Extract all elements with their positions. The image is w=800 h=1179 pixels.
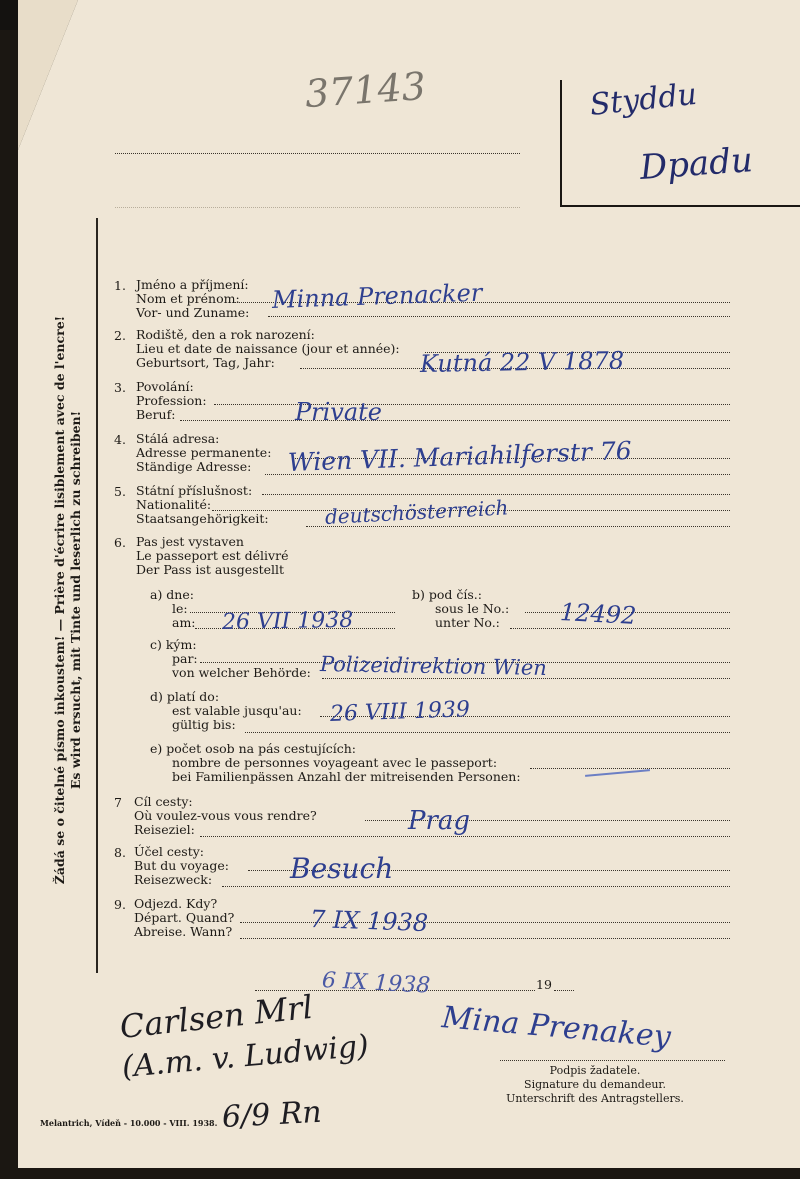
field-8-label-de: Reisezweck: — [134, 872, 213, 887]
field-8-line — [222, 886, 730, 887]
field-7-label-de: Reiseziel: — [134, 822, 195, 837]
field-6c-value: Polizeidirektion Wien — [319, 652, 547, 680]
field-3-line — [180, 420, 730, 421]
field-4-label-de: Ständige Adresse: — [136, 459, 252, 474]
box-handwriting-1: Styddu — [588, 76, 699, 123]
field-4-value: Wien VII. Mariahilferstr 76 — [287, 436, 633, 477]
field-1-number: 1. — [114, 278, 126, 293]
field-2-label-de: Geburtsort, Tag, Jahr: — [136, 355, 275, 370]
field-3-value: Private — [295, 398, 383, 426]
field-6d-label-de: gültig bis: — [172, 717, 236, 732]
signature-label-cz: Podpis žadatele. — [549, 1064, 641, 1077]
field-6e-label-de: bei Familienpässen Anzahl der mitreisenden Personen: — [172, 769, 521, 784]
field-2-number: 2. — [114, 328, 126, 343]
field-1-label-cz: Jméno a příjmení: — [136, 277, 249, 292]
field-5-label-de: Staatsangehörigkeit: — [136, 511, 269, 526]
signature-label-fr: Signature du demandeur. — [524, 1078, 666, 1091]
field-8-value: Besuch — [290, 852, 394, 885]
field-7-line — [200, 836, 730, 837]
signature-label-de: Unterschrift des Antragstellers. — [506, 1092, 684, 1105]
side-divider — [96, 218, 98, 973]
applicant-signature: Mina Prenakey — [440, 1000, 673, 1055]
field-4-label-cz: Stálá adresa: — [136, 431, 220, 446]
field-9-value: 7 IX 1938 — [309, 905, 429, 938]
field-6b-label-cz: b) pod čís.: — [412, 587, 482, 602]
field-2-value: Kutná 22 V 1878 — [419, 346, 625, 378]
field-5-label-fr: Nationalité: — [136, 497, 212, 512]
field-1-value: Minna Prenacker — [271, 278, 483, 314]
field-9-label-de: Abreise. Wann? — [134, 924, 233, 939]
field-6c-label-fr: par: — [172, 651, 198, 666]
field-6-label-fr: Le passeport est délivré — [136, 548, 289, 563]
archive-number: 37143 — [303, 63, 428, 117]
bottom-note-1: Carlsen Mrl — [118, 987, 315, 1046]
field-7-label-cz: Cíl cesty: — [134, 794, 193, 809]
field-6d-value: 26 VIII 1939 — [329, 697, 471, 727]
field-3-label-fr: Profession: — [136, 393, 207, 408]
field-3-label-cz: Povolání: — [136, 379, 194, 394]
field-5-line — [262, 494, 730, 495]
field-9-number: 9. — [114, 897, 126, 912]
bottom-note-3: 6/9 Rn — [221, 1094, 323, 1135]
field-1-line — [268, 316, 730, 317]
field-6c-label-cz: c) kým: — [150, 637, 197, 652]
year-line — [554, 990, 574, 991]
field-6d-line — [245, 732, 730, 733]
application-date: 6 IX 1938 — [321, 968, 431, 999]
year-prefix: 19 — [536, 977, 552, 992]
field-6-label-de: Der Pass ist ausgestellt — [136, 562, 285, 577]
field-3-line — [214, 404, 730, 405]
field-1-label-de: Vor- und Zuname: — [136, 305, 250, 320]
faint-line — [115, 153, 520, 154]
field-6b-label-fr: sous le No.: — [435, 601, 510, 616]
field-9-line — [240, 938, 730, 939]
side-instruction-line2: Es wird ersucht, mit Tinte und leserlich zu schreiben! — [68, 410, 83, 790]
field-3-label-de: Beruf: — [136, 407, 176, 422]
field-6b-label-de: unter No.: — [435, 615, 500, 630]
signature-line — [500, 1060, 725, 1061]
box-handwriting-2: Dpadu — [638, 140, 755, 188]
field-6e-line — [530, 768, 730, 769]
field-9-label-fr: Départ. Quand? — [134, 910, 235, 925]
field-6e-label-cz: e) počet osob na pás cestujících: — [150, 741, 356, 756]
field-6b-value: 12492 — [559, 598, 637, 630]
field-8-number: 8. — [114, 845, 126, 860]
field-8-label-fr: But du voyage: — [134, 858, 229, 873]
field-5-value: deutschösterreich — [324, 495, 509, 529]
field-4-label-fr: Adresse permanente: — [136, 445, 272, 460]
field-6d-label-cz: d) platí do: — [150, 689, 220, 704]
field-6-label-cz: Pas jest vystaven — [136, 534, 244, 549]
field-1-label-fr: Nom et prénom: — [136, 291, 240, 306]
field-6d-label-fr: est valable jusqu'au: — [172, 703, 302, 718]
field-4-number: 4. — [114, 432, 126, 447]
field-6e-label-fr: nombre de personnes voyageant avec le passeport: — [172, 755, 498, 770]
faint-line — [115, 207, 520, 208]
field-6c-label-de: von welcher Behörde: — [172, 665, 311, 680]
field-8-label-cz: Účel cesty: — [134, 844, 205, 859]
field-7-label-fr: Où voulez-vous vous rendre? — [134, 808, 317, 823]
field-6a-label-fr: le: — [172, 601, 188, 616]
field-7-number: 7 — [114, 795, 122, 810]
field-6-number: 6. — [114, 535, 126, 550]
field-6a-label-de: am: — [172, 615, 196, 630]
printer-imprint: Melantrich, Vídeň - 10.000 - VIII. 1938. — [40, 1118, 218, 1128]
bottom-note-2: (A.m. v. Ludwig) — [120, 1028, 371, 1085]
field-6a-value: 26 VII 1938 — [221, 607, 354, 635]
field-2-label-fr: Lieu et date de naissance (jour et année): — [136, 341, 400, 356]
field-5-label-cz: Státní příslušnost: — [136, 483, 253, 498]
side-instruction-line1: Žádá se o čitelné písmo inkoustem! — Prière d'écrire lisiblement avec de l'encre! — [52, 315, 67, 885]
field-9-label-cz: Odjezd. Kdy? — [134, 896, 218, 911]
field-2-label-cz: Rodiště, den a rok narození: — [136, 327, 315, 342]
side-instruction — [52, 300, 92, 900]
field-3-number: 3. — [114, 380, 126, 395]
field-5-number: 5. — [114, 484, 126, 499]
field-7-value: Prag — [408, 806, 471, 836]
field-6a-label-cz: a) dne: — [150, 587, 194, 602]
